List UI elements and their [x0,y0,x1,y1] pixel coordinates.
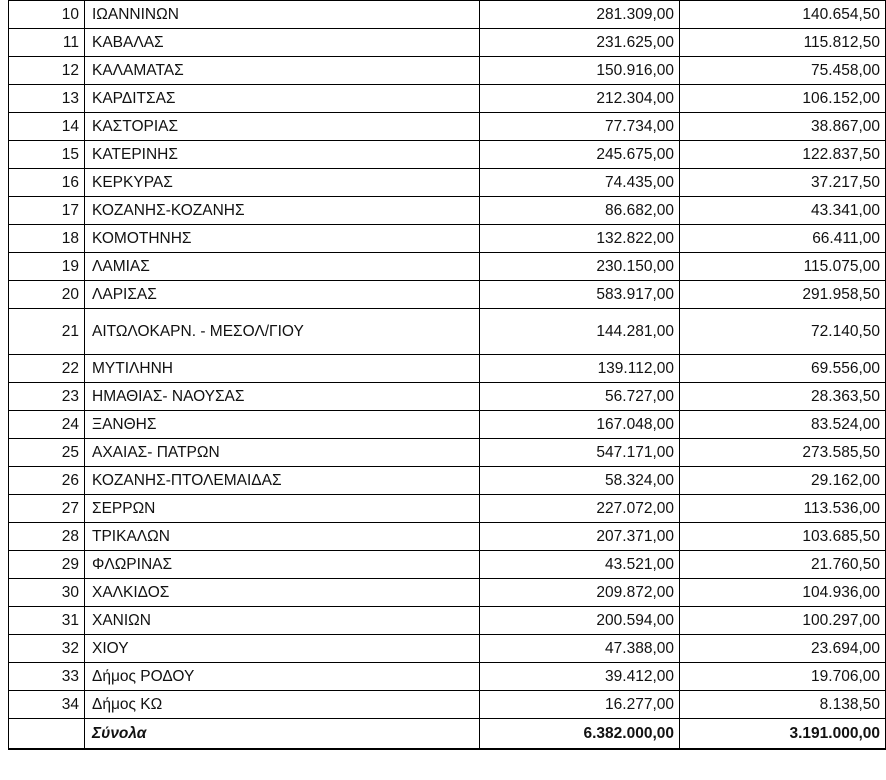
row-number: 17 [9,197,85,225]
row-name: ΚΑΡΔΙΤΣΑΣ [85,85,480,113]
table-row [9,551,886,579]
row-name: ΗΜΑΘΙΑΣ- ΝΑΟΥΣΑΣ [85,383,480,411]
row-half-amount: 140.654,50 [680,1,886,29]
row-number: 34 [9,691,85,719]
row-amount: 150.916,00 [480,57,680,85]
row-number: 13 [9,85,85,113]
totals-num-cell [9,719,85,750]
table-row [9,29,886,57]
table-row [9,281,886,309]
row-name: ΧΑΛΚΙΔΟΣ [85,579,480,607]
table-row [9,355,886,383]
row-half-amount: 103.685,50 [680,523,886,551]
table-row [9,467,886,495]
row-half-amount: 122.837,50 [680,141,886,169]
row-half-amount: 19.706,00 [680,663,886,691]
row-number: 30 [9,579,85,607]
row-amount: 74.435,00 [480,169,680,197]
row-number: 10 [9,1,85,29]
row-half-amount: 29.162,00 [680,467,886,495]
row-number: 11 [9,29,85,57]
row-amount: 56.727,00 [480,383,680,411]
row-half-amount: 43.341,00 [680,197,886,225]
table-row [9,1,886,29]
row-name: ΚΟΖΑΝΗΣ-ΠΤΟΛΕΜΑΙΔΑΣ [85,467,480,495]
row-name: ΧΑΝΙΩΝ [85,607,480,635]
table-row [9,607,886,635]
row-amount: 207.371,00 [480,523,680,551]
table-row [9,197,886,225]
table-row [9,495,886,523]
table-row [9,663,886,691]
row-name: Δήμος ΡΟΔΟΥ [85,663,480,691]
row-half-amount: 23.694,00 [680,635,886,663]
row-name: Δήμος ΚΩ [85,691,480,719]
row-half-amount: 104.936,00 [680,579,886,607]
row-name: ΑΙΤΩΛΟΚΑΡΝ. - ΜΕΣΟΛ/ΓΙΟΥ [85,309,480,355]
row-number: 20 [9,281,85,309]
table-row [9,579,886,607]
row-half-amount: 21.760,50 [680,551,886,579]
row-number: 23 [9,383,85,411]
row-amount: 77.734,00 [480,113,680,141]
table-row [9,635,886,663]
row-number: 27 [9,495,85,523]
row-half-amount: 115.075,00 [680,253,886,281]
row-name: ΧΙΟΥ [85,635,480,663]
row-amount: 139.112,00 [480,355,680,383]
table-row [9,691,886,719]
table-row [9,225,886,253]
row-number: 15 [9,141,85,169]
row-amount: 200.594,00 [480,607,680,635]
row-number: 28 [9,523,85,551]
row-name: ΚΑΤΕΡΙΝΗΣ [85,141,480,169]
row-half-amount: 83.524,00 [680,411,886,439]
row-half-amount: 273.585,50 [680,439,886,467]
row-number: 18 [9,225,85,253]
row-name: ΚΑΒΑΛΑΣ [85,29,480,57]
row-amount: 583.917,00 [480,281,680,309]
row-number: 26 [9,467,85,495]
row-number: 32 [9,635,85,663]
row-half-amount: 66.411,00 [680,225,886,253]
row-amount: 231.625,00 [480,29,680,57]
row-number: 33 [9,663,85,691]
table-row [9,439,886,467]
row-number: 25 [9,439,85,467]
row-name: ΙΩΑΝΝΙΝΩΝ [85,1,480,29]
row-amount: 167.048,00 [480,411,680,439]
row-half-amount: 28.363,50 [680,383,886,411]
table-row [9,57,886,85]
row-half-amount: 37.217,50 [680,169,886,197]
row-amount: 209.872,00 [480,579,680,607]
row-name: ΚΑΣΤΟΡΙΑΣ [85,113,480,141]
row-name: ΚΟΜΟΤΗΝΗΣ [85,225,480,253]
row-amount: 547.171,00 [480,439,680,467]
table-row [9,253,886,281]
row-half-amount: 100.297,00 [680,607,886,635]
allocation-table [8,0,886,750]
row-number: 19 [9,253,85,281]
row-name: ΛΑΜΙΑΣ [85,253,480,281]
row-name: ΦΛΩΡΙΝΑΣ [85,551,480,579]
table-row [9,383,886,411]
totals-half: 3.191.000,00 [680,719,886,750]
totals-label: Σύνολα [85,719,480,750]
row-number: 29 [9,551,85,579]
row-half-amount: 113.536,00 [680,495,886,523]
row-number: 12 [9,57,85,85]
row-amount: 43.521,00 [480,551,680,579]
row-amount: 47.388,00 [480,635,680,663]
row-amount: 245.675,00 [480,141,680,169]
row-name: ΞΑΝΘΗΣ [85,411,480,439]
row-name: ΚΟΖΑΝΗΣ-ΚΟΖΑΝΗΣ [85,197,480,225]
row-number: 16 [9,169,85,197]
row-name: ΜΥΤΙΛΗΝΗ [85,355,480,383]
row-number: 14 [9,113,85,141]
totals-amount: 6.382.000,00 [480,719,680,750]
row-name: ΑΧΑΙΑΣ- ΠΑΤΡΩΝ [85,439,480,467]
row-half-amount: 8.138,50 [680,691,886,719]
row-number: 31 [9,607,85,635]
row-name: ΣΕΡΡΩΝ [85,495,480,523]
table-row [9,411,886,439]
row-half-amount: 75.458,00 [680,57,886,85]
row-amount: 230.150,00 [480,253,680,281]
totals-row [9,719,886,750]
row-name: ΛΑΡΙΣΑΣ [85,281,480,309]
row-amount: 58.324,00 [480,467,680,495]
row-half-amount: 106.152,00 [680,85,886,113]
row-name: ΚΕΡΚΥΡΑΣ [85,169,480,197]
row-amount: 227.072,00 [480,495,680,523]
row-name: ΤΡΙΚΑΛΩΝ [85,523,480,551]
row-amount: 16.277,00 [480,691,680,719]
table-row [9,169,886,197]
table-row [9,141,886,169]
row-amount: 132.822,00 [480,225,680,253]
row-name: ΚΑΛΑΜΑΤΑΣ [85,57,480,85]
row-number: 24 [9,411,85,439]
table-body [9,1,886,750]
row-amount: 86.682,00 [480,197,680,225]
row-half-amount: 291.958,50 [680,281,886,309]
row-amount: 144.281,00 [480,309,680,355]
table-row [9,523,886,551]
row-half-amount: 72.140,50 [680,309,886,355]
row-amount: 281.309,00 [480,1,680,29]
row-half-amount: 69.556,00 [680,355,886,383]
row-number: 21 [9,309,85,355]
row-number: 22 [9,355,85,383]
table-row [9,309,886,355]
row-half-amount: 38.867,00 [680,113,886,141]
row-amount: 39.412,00 [480,663,680,691]
table-row [9,85,886,113]
row-half-amount: 115.812,50 [680,29,886,57]
table-row [9,113,886,141]
row-amount: 212.304,00 [480,85,680,113]
